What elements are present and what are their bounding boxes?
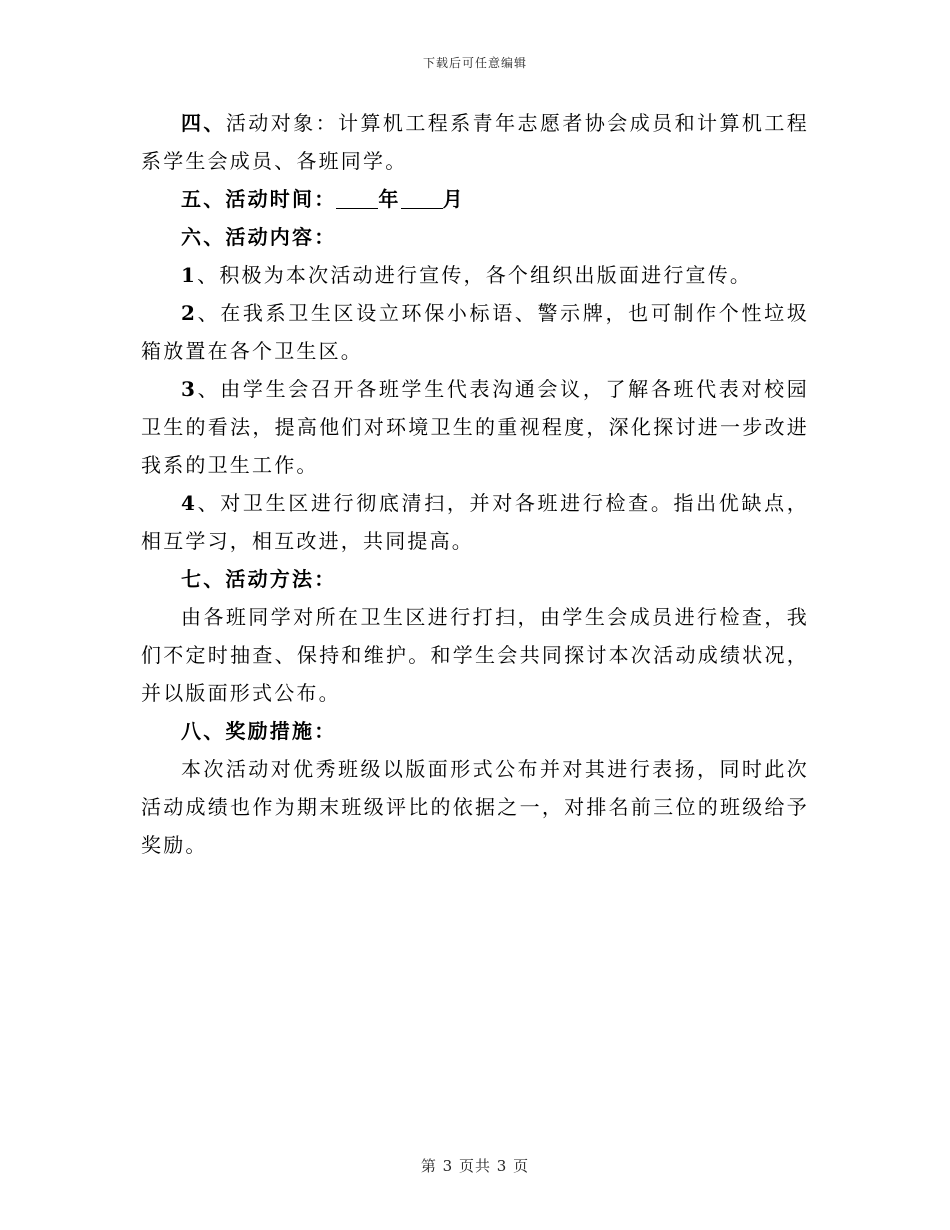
content-item-text: 、对卫生区进行彻底清扫，并对各班进行检查。指出优缺点，相互学习，相互改进，共同提高。 [141,491,809,553]
page-number: 第 3 页共 3 页 [420,1157,530,1175]
content-item-number: 2 [181,301,198,325]
section-reward-heading: 八、奖励措施： [181,719,337,743]
section-target [141,104,809,180]
section-content-heading: 六、活动内容： [181,225,337,249]
content-item-text: 、由学生会召开各班学生代表沟通会议，了解各班代表对校园卫生的看法，提高他们对环境卫生的重视程度，深化探讨进一步改进我系的卫生工作。 [141,377,809,477]
document-body [141,104,809,864]
content-item-text: 、积极为本次活动进行宣传，各个组织出版面进行宣传。 [197,263,753,287]
month-blank [401,188,443,209]
section-time-heading: 五、活动时间： [181,187,337,211]
content-item-1 [141,256,809,294]
time-month-label: 月 [442,187,465,211]
content-item-4 [141,484,809,560]
content-item-number: 3 [181,377,198,401]
section-method-text: 由各班同学对所在卫生区进行打扫，由学生会成员进行检查，我们不定时抽查、保持和维护。和学生会共同探讨本次活动成绩状况，并以版面形式公布。 [141,605,809,705]
header-note: 下载后可任意编辑 [422,56,527,70]
content-item-number: 4 [181,491,198,515]
content-item-3 [141,370,809,484]
year-blank [336,188,378,209]
section-time [141,180,809,218]
time-year-label: 年 [378,187,401,211]
section-target-text: 活动对象：计算机工程系青年志愿者协会成员和计算机工程系学生会成员、各班同学。 [141,111,809,173]
section-reward-text: 本次活动对优秀班级以版面形式公布并对其进行表扬，同时此次活动成绩也作为期末班级评比的依据之一，对排名前三位的班级给予奖励。 [141,757,809,857]
content-item-text: 、在我系卫生区设立环保小标语、警示牌，也可制作个性垃圾箱放置在各个卫生区。 [141,301,809,363]
content-item-number: 1 [181,263,198,287]
section-target-heading: 四、 [181,111,226,135]
content-item-2 [141,294,809,370]
section-method-heading: 七、活动方法： [181,567,337,591]
